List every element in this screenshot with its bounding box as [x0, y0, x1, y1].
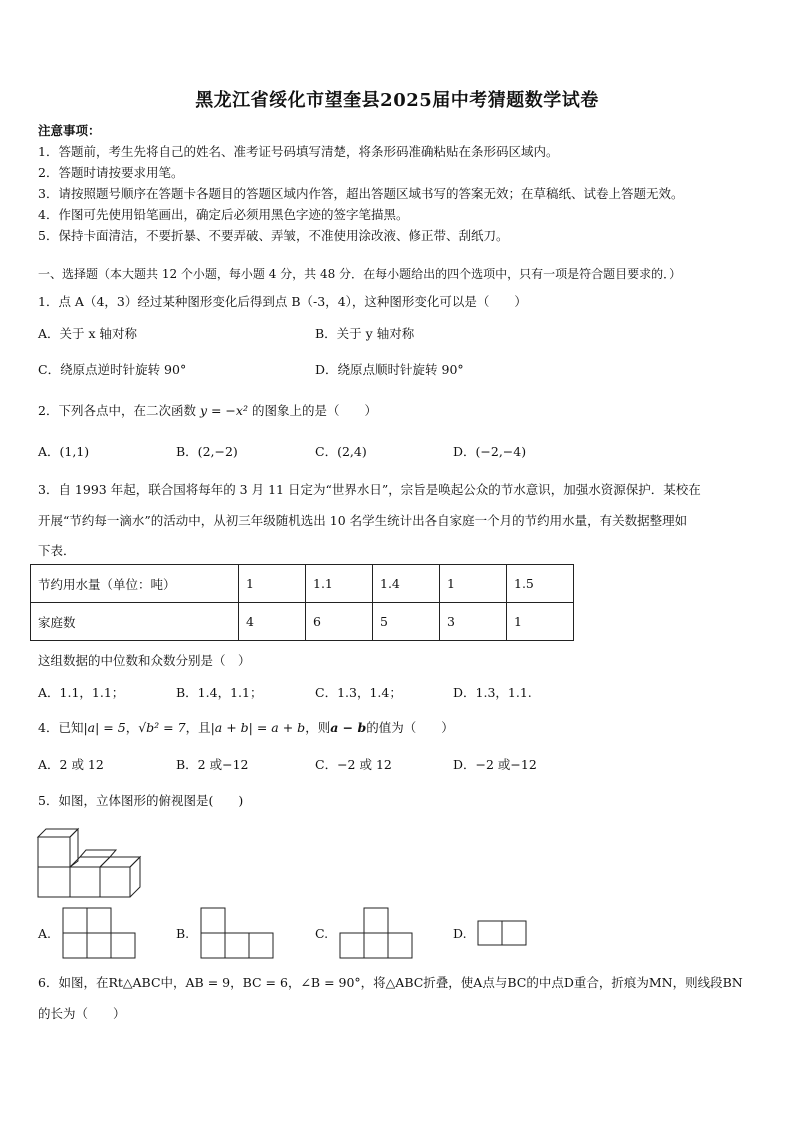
notice-item-1: 1．答题前，考生先将自己的姓名、准考证号码填写清楚，将条形码准确粘贴在条形码区域内。 [38, 144, 559, 159]
table-cell: 4 [239, 603, 306, 641]
option-b-figure [200, 907, 274, 959]
notice-item-2: 2．答题时请按要求用笔。 [38, 165, 184, 180]
option-c-figure [339, 907, 413, 959]
notice-item-3: 3．请按照题号顺序在答题卡各题目的答题区域内作答，超出答题区域书写的答案无效；在草稿纸、试卷上答题无效。 [38, 186, 684, 201]
cube-front-lower-right [100, 867, 130, 897]
table-cell: 1.1 [306, 565, 373, 603]
table-cell: 节约用水量（单位：吨） [31, 565, 239, 603]
question-2-option-b: B．(2,−2) [176, 444, 238, 459]
question-4-option-a: A．2 或 12 [38, 757, 104, 772]
cube-front-lower-middle [70, 867, 100, 897]
back-top-face [80, 850, 116, 857]
table-cell: 3 [440, 603, 507, 641]
table-cell: 6 [306, 603, 373, 641]
notice-item-4: 4．作图可先使用铅笔画出，确定后必须用黑色字迹的签字笔描黑。 [38, 207, 409, 222]
solid-figure [36, 825, 141, 900]
question-5-option-c-label: C. [315, 926, 329, 941]
cube-side-face [70, 829, 78, 867]
question-2-option-c: C．(2,4) [315, 444, 367, 459]
question-2-option-d: D．(−2,−4) [453, 444, 527, 459]
page-title: 黑龙江省绥化市望奎县2025届中考猜题数学试卷 [195, 90, 599, 111]
table-cell: 1 [507, 603, 574, 641]
table-cell: 1.4 [373, 565, 440, 603]
question-1-option-b: B．关于 y 轴对称 [315, 326, 415, 341]
question-5-option-a-label: A. [38, 926, 52, 941]
table-cell: 1.5 [507, 565, 574, 603]
water-saving-table [30, 564, 574, 641]
question-5-option-b-label: B. [176, 926, 190, 941]
question-2-text-a: 2．下列各点中，在二次函数 [38, 403, 196, 418]
question-3-option-c: C．1.3，1.4； [315, 685, 402, 700]
question-3-option-a: A．1.1，1.1； [38, 685, 125, 700]
question-1-option-a: A．关于 x 轴对称 [38, 326, 138, 341]
question-6-line-2: 的长为（ ） [38, 1006, 126, 1021]
question-4-stem: 4．已知|a| = 5，√b² = 7，且|a + b| = a + b，则a − b的值为（ ） [38, 720, 454, 735]
question-2-formula: y = −x² [199, 403, 248, 418]
cube-front-upper [38, 837, 70, 867]
question-4-text-c: ，则 [305, 720, 331, 735]
question-4-text-b: ，且 [185, 720, 211, 735]
section-heading: 一、选择题（本大题共 12 个小题，每小题 4 分，共 48 分．在每小题给出的四个选项中，只有一项是符合题目要求的．） [38, 267, 682, 281]
question-3-option-d: D．1.3，1.1. [453, 685, 532, 700]
notice-heading: 注意事项： [38, 123, 101, 138]
right-side-face [130, 857, 140, 897]
question-4-formula-3: |a + b| = a + b [210, 720, 306, 735]
question-6-line-1: 6．如图，在Rt△ABC中，AB = 9，BC = 6，∠B = 90°，将△ABC折叠，使A点与BC的中点D重合，折痕为MN，则线段BN [38, 975, 743, 990]
table-row [31, 603, 574, 641]
question-4-option-d: D．−2 或−12 [453, 757, 537, 772]
question-1-stem: 1．点 A（4，3）经过某种图形变化后得到点 B（-3，4），这种图形变化可以是（ ） [38, 294, 527, 309]
right-top-face [100, 857, 140, 867]
question-1-option-d: D．绕原点顺时针旋转 90° [315, 362, 464, 377]
question-4-option-c: C．−2 或 12 [315, 757, 392, 772]
question-4-formula-4: a − b [330, 720, 367, 735]
question-2-option-a: A．(1,1) [38, 444, 90, 459]
question-3-option-b: B．1.4，1.1； [176, 685, 263, 700]
option-a-figure [62, 907, 136, 959]
question-1-option-c: C．绕原点逆时针旋转 90° [38, 362, 187, 377]
notice-item-5: 5．保持卡面清洁，不要折暴、不要弄破、弄皱，不准使用涂改液、修正带、刮纸刀。 [38, 228, 509, 243]
table-cell: 1 [239, 565, 306, 603]
question-4-text-a: 4．已知 [38, 720, 84, 735]
question-4-formula-1: |a| = 5 [83, 720, 126, 735]
question-4-text-d: 的值为（ ） [366, 720, 454, 735]
cube-top-face [38, 829, 78, 837]
question-2-text-b: 的图象上的是（ ） [251, 403, 377, 418]
option-d-figure [477, 920, 527, 946]
table-row [31, 565, 574, 603]
question-5-stem: 5．如图，立体图形的俯视图是( ) [38, 793, 244, 808]
table-cell: 家庭数 [31, 603, 239, 641]
question-2-stem [38, 401, 377, 419]
question-3-question: 这组数据的中位数和众数分别是（ ） [38, 653, 251, 668]
question-3-line-1: 3．自 1993 年起，联合国将每年的 3 月 11 日定为“世界水日”，宗旨是唤起公众的节水意识，加强水资源保护．某校在 [38, 482, 701, 497]
question-5-option-d-label: D. [453, 926, 467, 941]
table-cell: 1 [440, 565, 507, 603]
question-3-line-2: 开展“节约每一滴水”的活动中，从初三年级随机选出 10 名学生统计出各自家庭一个月的节约用水量，有关数据整理如 [38, 513, 688, 528]
cube-front-lower-left [38, 867, 70, 897]
question-4-formula-2: √b² = 7 [138, 720, 186, 735]
table-cell: 5 [373, 603, 440, 641]
question-3-line-3: 下表． [38, 543, 76, 558]
question-4-option-b: B．2 或−12 [176, 757, 249, 772]
